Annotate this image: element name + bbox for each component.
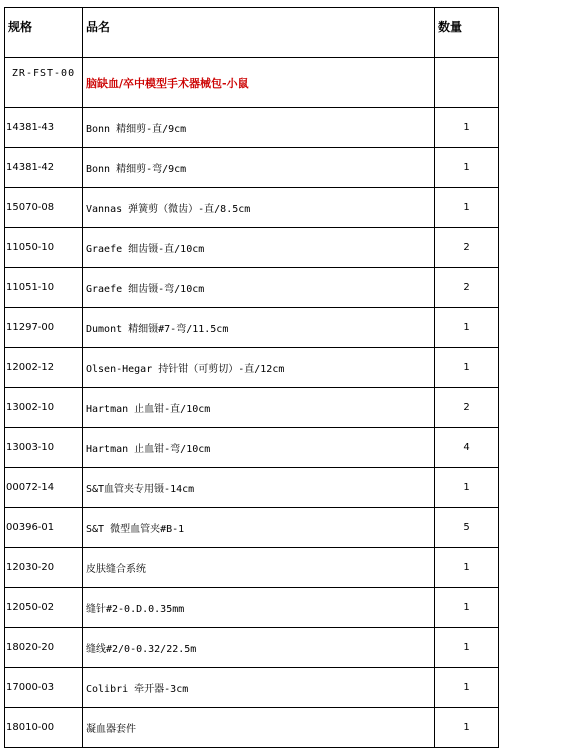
table-row <box>5 548 499 588</box>
table-row <box>5 308 499 348</box>
table-row <box>5 708 499 748</box>
item-qty: 1 <box>435 548 499 588</box>
item-spec: 11051-10 <box>5 268 83 308</box>
item-spec: 11297-00 <box>5 308 83 348</box>
item-name: Olsen-Hegar 持针钳（可剪切）-直/12cm <box>83 348 435 388</box>
item-spec: 14381-43 <box>5 108 83 148</box>
table-row <box>5 388 499 428</box>
item-spec: 18010-00 <box>5 708 83 748</box>
item-name: Graefe 细齿镊-直/10cm <box>83 228 435 268</box>
item-spec: 12002-12 <box>5 348 83 388</box>
table-row <box>5 428 499 468</box>
item-name: 缝线#2/0-0.32/22.5m <box>83 628 435 668</box>
instrument-kit-table <box>4 7 499 748</box>
header-row <box>5 8 499 58</box>
item-name: Graefe 细齿镊-弯/10cm <box>83 268 435 308</box>
item-qty: 1 <box>435 588 499 628</box>
table-row <box>5 348 499 388</box>
item-name: S&T 微型血管夹#B-1 <box>83 508 435 548</box>
table-row <box>5 588 499 628</box>
item-qty: 2 <box>435 268 499 308</box>
item-spec: 13003-10 <box>5 428 83 468</box>
item-qty: 1 <box>435 308 499 348</box>
item-qty: 1 <box>435 348 499 388</box>
item-name: Bonn 精细剪-弯/9cm <box>83 148 435 188</box>
item-qty: 1 <box>435 708 499 748</box>
item-name: 缝针#2-0.D.0.35mm <box>83 588 435 628</box>
item-spec: 14381-42 <box>5 148 83 188</box>
item-qty: 5 <box>435 508 499 548</box>
item-name: S&T血管夹专用镊-14cm <box>83 468 435 508</box>
item-name: Vannas 弹簧剪（微齿）-直/8.5cm <box>83 188 435 228</box>
item-spec: 12050-02 <box>5 588 83 628</box>
item-qty: 1 <box>435 148 499 188</box>
item-name: 凝血器套件 <box>83 708 435 748</box>
item-qty: 1 <box>435 468 499 508</box>
item-name: Hartman 止血钳-直/10cm <box>83 388 435 428</box>
table-row <box>5 148 499 188</box>
item-spec: 13002-10 <box>5 388 83 428</box>
item-spec: 00396-01 <box>5 508 83 548</box>
item-spec: 11050-10 <box>5 228 83 268</box>
item-qty: 2 <box>435 228 499 268</box>
table-row <box>5 468 499 508</box>
table-row <box>5 668 499 708</box>
item-name: 皮肤缝合系统 <box>83 548 435 588</box>
item-name: Dumont 精细镊#7-弯/11.5cm <box>83 308 435 348</box>
kit-qty <box>435 58 499 108</box>
item-name: Hartman 止血钳-弯/10cm <box>83 428 435 468</box>
item-qty: 1 <box>435 108 499 148</box>
header-name: 品名 <box>83 8 435 58</box>
item-spec: 00072-14 <box>5 468 83 508</box>
item-spec: 18020-20 <box>5 628 83 668</box>
kit-code: ZR-FST-00 <box>5 58 83 108</box>
kit-name: 脑缺血/卒中模型手术器械包-小鼠 <box>83 58 435 108</box>
item-spec: 15070-08 <box>5 188 83 228</box>
table-row <box>5 228 499 268</box>
item-qty: 1 <box>435 628 499 668</box>
table-row <box>5 188 499 228</box>
item-name: Colibri 牵开器-3cm <box>83 668 435 708</box>
item-qty: 2 <box>435 388 499 428</box>
item-spec: 17000-03 <box>5 668 83 708</box>
header-spec: 规格 <box>5 8 83 58</box>
item-qty: 4 <box>435 428 499 468</box>
item-qty: 1 <box>435 188 499 228</box>
kit-row <box>5 58 499 108</box>
table-row <box>5 628 499 668</box>
table-row <box>5 268 499 308</box>
item-spec: 12030-20 <box>5 548 83 588</box>
item-qty: 1 <box>435 668 499 708</box>
table-row <box>5 108 499 148</box>
item-name: Bonn 精细剪-直/9cm <box>83 108 435 148</box>
table-row <box>5 508 499 548</box>
header-qty: 数量 <box>435 8 499 58</box>
